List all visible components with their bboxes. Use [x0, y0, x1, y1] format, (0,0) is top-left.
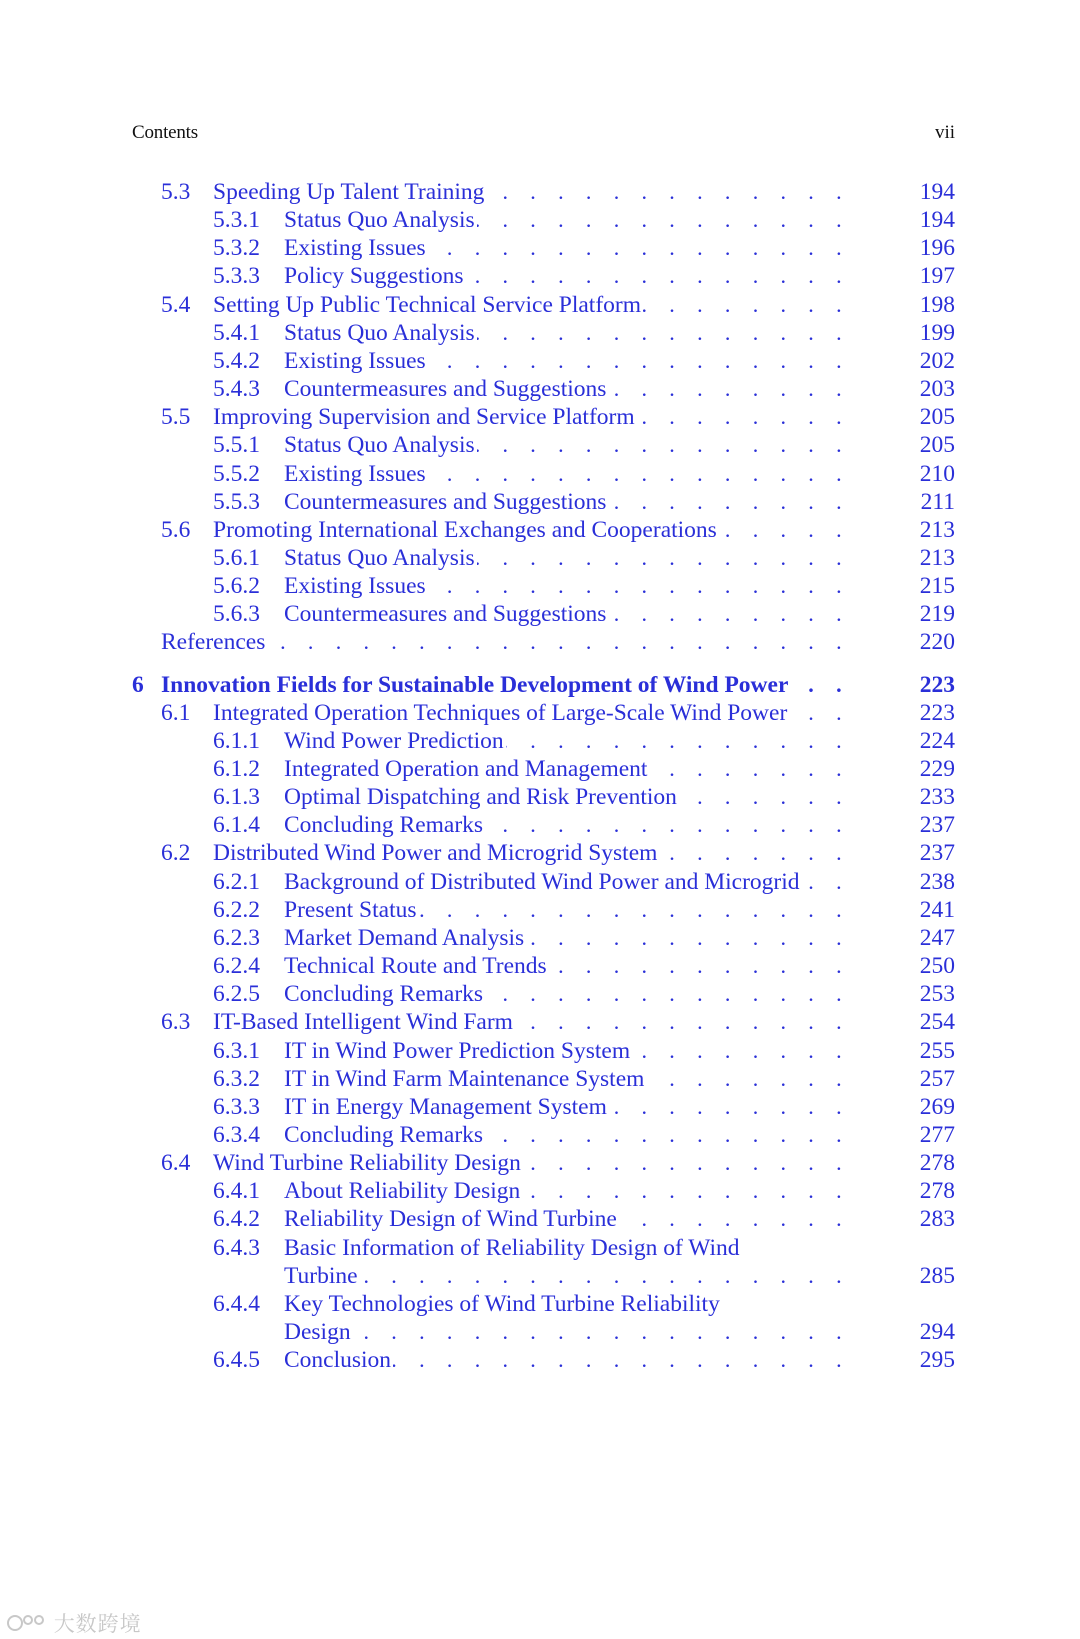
- leader-dots: [284, 1261, 850, 1291]
- toc-entry[interactable]: [0, 951, 955, 979]
- toc-entry-title: Promoting International Exchanges and Cooperations: [213, 516, 717, 543]
- toc-entry-title: Concluding Remarks: [284, 981, 484, 1008]
- toc-entry-number: 6.1.1: [213, 727, 260, 754]
- toc-entry[interactable]: [0, 1176, 955, 1204]
- toc-entry-page: 253: [919, 981, 955, 1008]
- toc-entry-page: 223: [919, 671, 955, 698]
- toc-entry-number: 6.3: [161, 1009, 191, 1036]
- toc-entry-number: 5.3.1: [213, 207, 260, 234]
- toc-entry[interactable]: [0, 867, 955, 895]
- toc-entry[interactable]: [0, 754, 955, 782]
- toc-entry-page: 224: [919, 727, 955, 754]
- toc-entry[interactable]: [0, 810, 955, 838]
- toc-entry-number: 6.4.2: [213, 1206, 260, 1233]
- toc-entry-number: 5.4.3: [213, 376, 260, 403]
- toc-entry-title: Status Quo Analysis: [284, 319, 475, 346]
- toc-entry-title: Existing Issues: [284, 347, 426, 374]
- toc-entry-page: 257: [919, 1065, 955, 1092]
- toc-entry-number: 6.2.4: [213, 953, 260, 980]
- toc-entry-title: Integrated Operation Techniques of Large-Scale Wind Power: [213, 699, 788, 726]
- toc-entry-title: IT-Based Intelligent Wind Farm: [213, 1009, 513, 1036]
- toc-entry-number: 5.3.3: [213, 263, 260, 290]
- toc-entry-title: Conclusion: [284, 1347, 392, 1374]
- toc-entry-number: 6.2.2: [213, 896, 260, 923]
- toc-entry-page: 198: [919, 291, 955, 318]
- toc-entry-page: 211: [920, 488, 955, 515]
- toc-entry-page: 294: [919, 1318, 955, 1345]
- toc-entry-title: Wind Power Prediction: [284, 727, 504, 754]
- toc-entry-page: 213: [919, 516, 955, 543]
- toc-entry-title: Concluding Remarks: [284, 1121, 484, 1148]
- toc-entry-title: Existing Issues: [284, 235, 426, 262]
- toc-entry[interactable]: [0, 233, 955, 261]
- toc-entry-number: 6.2.1: [213, 868, 260, 895]
- toc-entry-title: Status Quo Analysis: [284, 207, 475, 234]
- toc-entry[interactable]: [0, 1289, 955, 1345]
- toc-entry-page: 233: [919, 784, 955, 811]
- toc-entry-page: 255: [919, 1037, 955, 1064]
- toc-entry-title: Market Demand Analysis: [284, 924, 525, 951]
- toc-entry-page: 215: [919, 573, 955, 600]
- toc-entry-title: Basic Information of Reliability Design of Wind: [284, 1234, 740, 1261]
- toc-entry-page: 283: [919, 1206, 955, 1233]
- toc-entry-number: 6.4: [161, 1150, 191, 1177]
- toc-entry-page: 205: [919, 432, 955, 459]
- toc-entry[interactable]: [0, 374, 955, 402]
- toc-entry-number: 5.3.2: [213, 235, 260, 262]
- toc-entry[interactable]: [0, 979, 955, 1007]
- page-number: vii: [934, 122, 955, 143]
- toc-entry-number: 6: [132, 671, 144, 698]
- toc-entry-title: IT in Energy Management System: [284, 1093, 607, 1120]
- toc-entry[interactable]: [0, 318, 955, 346]
- toc-entry-page: 202: [919, 347, 955, 374]
- toc-entry-title: Present Status: [284, 896, 417, 923]
- toc-entry-page: 269: [919, 1093, 955, 1120]
- toc-entry-title-continued: Turbine: [284, 1262, 358, 1289]
- toc-entry-number: 6.1: [161, 699, 191, 726]
- toc-entry-number: 5.4: [161, 291, 191, 318]
- toc-entry[interactable]: [0, 487, 955, 515]
- toc-entry-number: 6.1.3: [213, 784, 260, 811]
- toc-entry-title: Speeding Up Talent Training: [213, 179, 485, 205]
- toc-entry-title: Status Quo Analysis: [284, 544, 475, 571]
- toc-entry[interactable]: [0, 430, 955, 458]
- toc-entry-number: 5.4.1: [213, 319, 260, 346]
- toc-chapter-entry[interactable]: [0, 670, 955, 698]
- toc-entry-page: 237: [919, 812, 955, 839]
- toc-entry[interactable]: [0, 1148, 955, 1176]
- toc-entry-number: 6.4.3: [213, 1234, 260, 1261]
- toc-entry-title: Background of Distributed Wind Power and Microgrid: [284, 868, 800, 895]
- toc-entry-number: 5.4.2: [213, 347, 260, 374]
- toc-entry-title: IT in Wind Power Prediction System: [284, 1037, 631, 1064]
- toc-entry-page: 194: [919, 179, 955, 205]
- toc-entry-page: 205: [919, 404, 955, 431]
- toc-entry-number: 6.1.4: [213, 812, 260, 839]
- toc-entry-page: 203: [919, 376, 955, 403]
- toc-entry[interactable]: [0, 571, 955, 599]
- watermark: [6, 1608, 142, 1639]
- running-title: Contents: [132, 122, 198, 143]
- toc-entry[interactable]: [0, 599, 955, 627]
- toc-entry[interactable]: [0, 205, 955, 233]
- toc-entry-number: 5.5: [161, 404, 191, 431]
- toc-entry[interactable]: [0, 838, 955, 866]
- toc-entry[interactable]: [0, 1064, 955, 1092]
- toc-entry-title: Innovation Fields for Sustainable Development of Wind Power: [161, 671, 789, 698]
- toc-entry-title: Status Quo Analysis: [284, 432, 475, 459]
- toc-entry[interactable]: [0, 895, 955, 923]
- toc-entry[interactable]: [0, 261, 955, 289]
- toc-entry[interactable]: [0, 290, 955, 318]
- toc-entry-page: 247: [919, 924, 955, 951]
- toc-entry-page: 210: [919, 460, 955, 487]
- toc-entry-number: 6.2: [161, 840, 191, 867]
- toc-entry-title: Concluding Remarks: [284, 812, 484, 839]
- toc-entry-page: 219: [919, 601, 955, 628]
- toc-entry-page: 194: [919, 207, 955, 234]
- toc-entry-title: Countermeasures and Suggestions: [284, 488, 607, 515]
- toc-entry-page: 237: [919, 840, 955, 867]
- toc-entry-page: 295: [919, 1347, 955, 1374]
- toc-entry-number: 5.6.3: [213, 601, 260, 628]
- toc-entry[interactable]: [0, 402, 955, 430]
- toc-entry-title: Reliability Design of Wind Turbine: [284, 1206, 617, 1233]
- toc-entry[interactable]: [0, 543, 955, 571]
- toc-entry-number: 6.4.5: [213, 1347, 260, 1374]
- toc-entry-number: 6.3.3: [213, 1093, 260, 1120]
- toc-entry-number: 6.3.2: [213, 1065, 260, 1092]
- toc-entry-page: 241: [919, 896, 955, 923]
- toc-entry-number: 5.6: [161, 516, 191, 543]
- toc-entry-title: Countermeasures and Suggestions: [284, 376, 607, 403]
- toc-entry-number: 6.3.1: [213, 1037, 260, 1064]
- toc-entry-number: 6.2.5: [213, 981, 260, 1008]
- toc-entry[interactable]: [0, 726, 955, 754]
- toc-entry-page: 278: [919, 1178, 955, 1205]
- toc-entry-title: Integrated Operation and Management: [284, 756, 648, 782]
- toc-entry-page: 213: [919, 544, 955, 571]
- toc-entry-number: 5.5.3: [213, 488, 260, 515]
- toc-entry[interactable]: [0, 459, 955, 487]
- toc-entry[interactable]: [0, 782, 955, 810]
- toc-entry-page: 197: [919, 263, 955, 290]
- toc-entry[interactable]: [0, 627, 955, 655]
- toc-entry-number: 5.5.1: [213, 432, 260, 459]
- toc-entry-number: 6.4.1: [213, 1178, 260, 1205]
- toc-entry[interactable]: [0, 923, 955, 951]
- toc-entry-title: Wind Turbine Reliability Design: [213, 1150, 521, 1177]
- toc-entry-page: 223: [919, 699, 955, 726]
- toc-entry-title: About Reliability Design: [284, 1178, 521, 1205]
- toc-entry[interactable]: [0, 1007, 955, 1035]
- toc-entry-title: Optimal Dispatching and Risk Prevention: [284, 784, 677, 811]
- toc-entry[interactable]: [0, 698, 955, 726]
- toc-entry-title: Distributed Wind Power and Microgrid System: [213, 840, 658, 867]
- toc-entry-number: 5.6.1: [213, 544, 260, 571]
- toc-entry-title: Policy Suggestions: [284, 263, 464, 290]
- toc-entry-title: IT in Wind Farm Maintenance System: [284, 1065, 645, 1092]
- toc-entry-title: Existing Issues: [284, 460, 426, 487]
- toc-entry[interactable]: [0, 1036, 955, 1064]
- toc-entry-number: 5.6.2: [213, 573, 260, 600]
- toc-entry-page: 220: [919, 629, 955, 656]
- toc-entry-title: Countermeasures and Suggestions: [284, 601, 607, 628]
- toc-entry-title: Technical Route and Trends: [284, 953, 547, 980]
- toc-entry[interactable]: [0, 515, 955, 543]
- toc-entry-title: Improving Supervision and Service Platform: [213, 404, 635, 431]
- toc-entry-page: 277: [919, 1121, 955, 1148]
- toc-entry-number: 5.3: [161, 179, 191, 205]
- watermark-logo-icon: [6, 1612, 46, 1639]
- toc-entry-page: 250: [919, 953, 955, 980]
- toc-entry-title: Existing Issues: [284, 573, 426, 600]
- toc-entry[interactable]: [0, 1233, 955, 1289]
- toc-entry-title: References: [161, 629, 266, 656]
- watermark-text: 大数跨境: [53, 1612, 142, 1636]
- toc-entry-number: 6.2.3: [213, 924, 260, 951]
- leader-dots: [284, 1317, 850, 1347]
- toc-entry-number: 5.5.2: [213, 460, 260, 487]
- toc-entry-page: 285: [919, 1262, 955, 1289]
- toc-entry[interactable]: [0, 1204, 955, 1232]
- toc-entry-title: Key Technologies of Wind Turbine Reliability: [284, 1290, 720, 1317]
- toc-entry-page: 196: [919, 235, 955, 262]
- toc-entry[interactable]: [0, 1092, 955, 1120]
- toc-entry-title-continued: Design: [284, 1318, 351, 1345]
- toc-entry-title: Setting Up Public Technical Service Platform: [213, 291, 642, 318]
- toc-entry-page: 238: [919, 868, 955, 895]
- toc-entry-number: 6.3.4: [213, 1121, 260, 1148]
- toc-entry[interactable]: [0, 1345, 955, 1373]
- toc-entry-page: 254: [919, 1009, 955, 1036]
- toc-entry[interactable]: [0, 177, 955, 205]
- toc-entry-page: 278: [919, 1150, 955, 1177]
- toc-entry-number: 6.1.2: [213, 756, 260, 782]
- toc-entry-page: 199: [919, 319, 955, 346]
- toc-entry-page: 229: [919, 756, 955, 782]
- toc-entry[interactable]: [0, 1120, 955, 1148]
- toc-entry[interactable]: [0, 346, 955, 374]
- toc-entry-number: 6.4.4: [213, 1290, 260, 1317]
